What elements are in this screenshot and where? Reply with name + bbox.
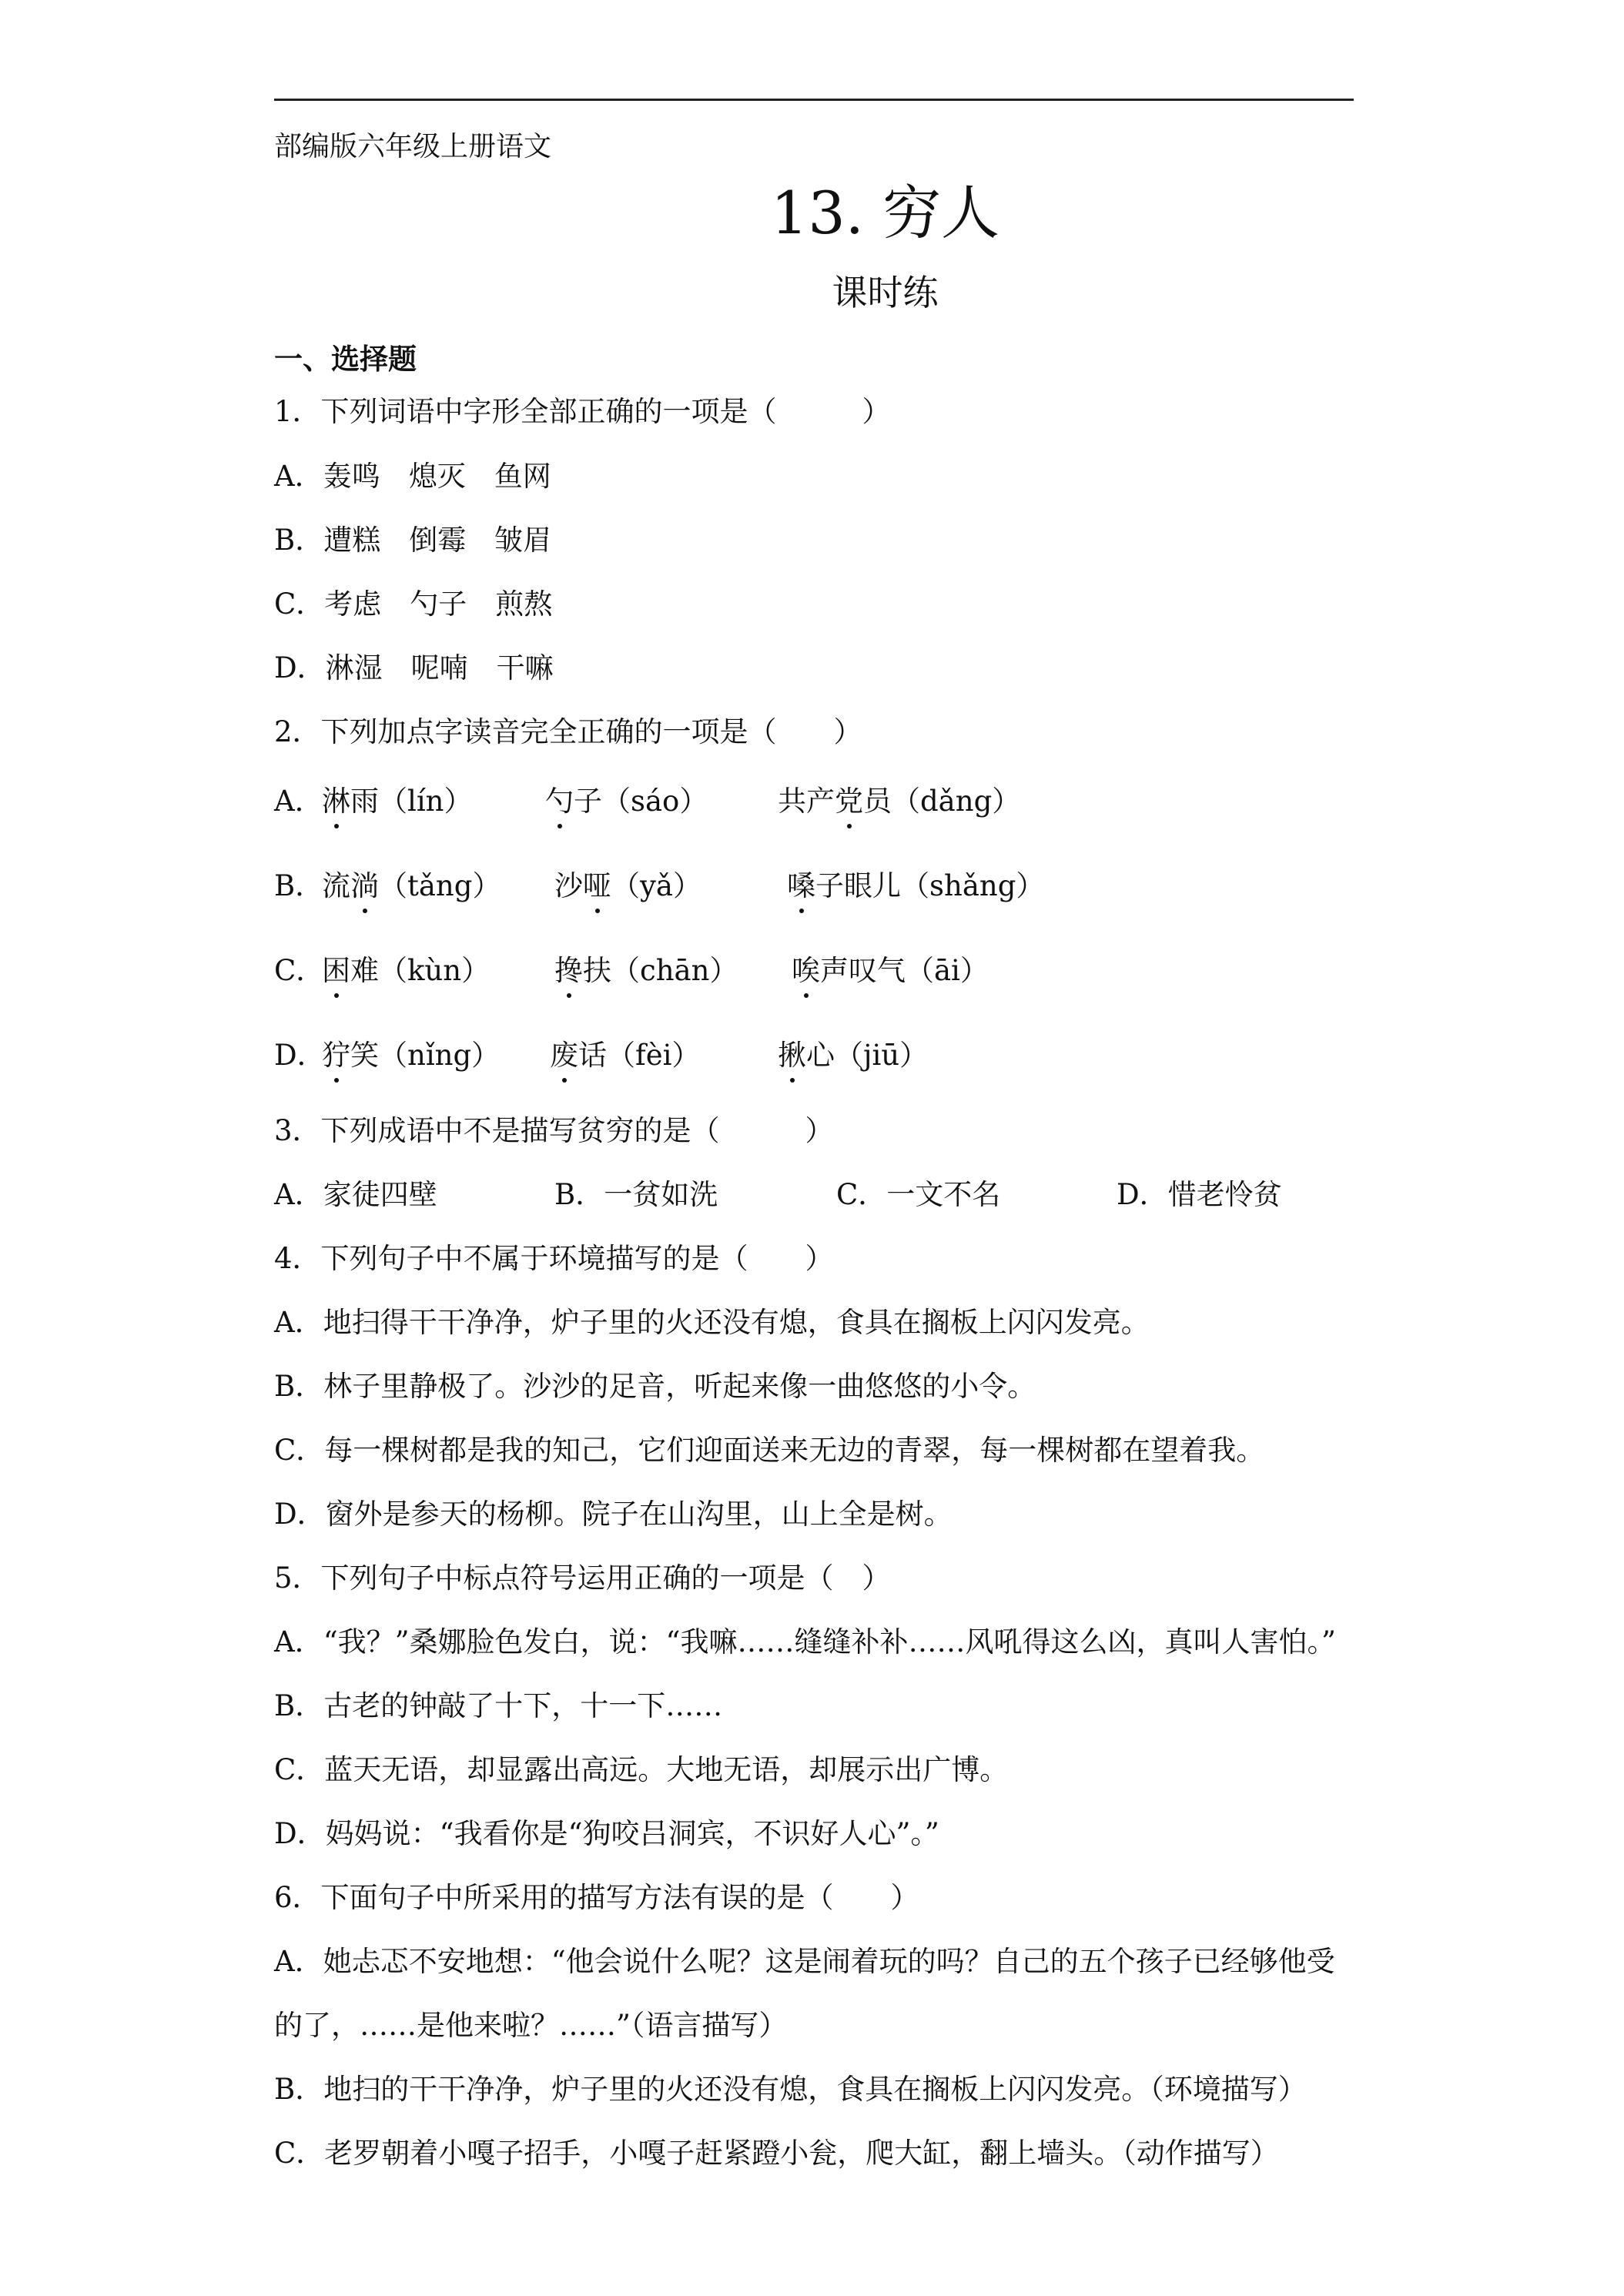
dotted-char: 党 — [835, 785, 863, 818]
dotted-char: 狞 — [322, 1039, 350, 1072]
question-1-stem: 1．下列词语中字形全部正确的一项是（ ） — [274, 395, 891, 428]
question-4-option-d: D．窗外是参天的杨柳。院子在山沟里，山上全是树。 — [274, 1498, 953, 1531]
question-1-option-d: D．淋湿 呢喃 干嘛 — [274, 651, 554, 684]
option-item: 淋雨（lín） — [322, 785, 473, 818]
question-4-option-b: B．林子里静极了。沙沙的足音，听起来像一曲悠悠的小令。 — [274, 1370, 1036, 1403]
dotted-char: 唉 — [792, 954, 820, 987]
question-5-stem: 5．下列句子中标点符号运用正确的一项是（ ） — [274, 1561, 891, 1595]
question-4-stem: 4．下列句子中不属于环境描写的是（ ） — [274, 1242, 834, 1275]
dotted-char: 搀 — [554, 954, 583, 987]
header-rule — [274, 99, 1354, 101]
question-4-option-c: C．每一棵树都是我的知己，它们迎面送来无边的青翠，每一棵树都在望着我。 — [274, 1434, 1265, 1467]
question-6-stem: 6．下面句子中所采用的描写方法有误的是（ ） — [274, 1881, 919, 1914]
option-label: B． — [274, 869, 324, 902]
question-6-option-a: A．她忐忑不安地想：“他会说什么呢？这是闹着玩的吗？自己的五个孩子已经够他受 — [274, 1945, 1335, 1978]
option-item: 揪心（jiū） — [778, 1039, 929, 1072]
question-1-option-a: A．轰鸣 熄灭 鱼网 — [274, 460, 551, 493]
option-label: C． — [274, 954, 325, 987]
option-label: D． — [274, 1039, 326, 1072]
question-5-option-c: C．蓝天无语，却显露出高远。大地无语，却展示出广博。 — [274, 1753, 1009, 1786]
option-item: 狞笑（nǐng） — [322, 1039, 501, 1072]
dotted-char: 淌 — [350, 869, 379, 902]
question-2-stem: 2．下列加点字读音完全正确的一项是（ ） — [274, 715, 862, 748]
option-item: 搀扶（chān） — [554, 954, 738, 987]
question-3-option-b: B．一贫如洗 — [554, 1178, 718, 1211]
page-title: 13. 穷人 — [770, 179, 1000, 247]
dotted-char: 哑 — [583, 869, 611, 902]
option-item: 流淌（tǎng） — [322, 869, 501, 902]
dotted-char: 嗓 — [787, 869, 815, 902]
section-heading: 一、选择题 — [274, 343, 417, 376]
question-1-option-b: B．遭糕 倒霉 皱眉 — [274, 524, 552, 557]
option-item: 困难（kùn） — [322, 954, 491, 987]
header-subject: 部编版六年级上册语文 — [274, 131, 552, 162]
question-3-stem: 3．下列成语中不是描写贫穷的是（ ） — [274, 1114, 834, 1147]
question-6-option-b: B．地扫的干干净净，炉子里的火还没有熄，食具在搁板上闪闪发亮。（环境描写） — [274, 2073, 1307, 2106]
question-5-option-d: D．妈妈说：“我看你是“狗咬吕洞宾，不识好人心”。” — [274, 1817, 939, 1850]
question-6-option-a-continued: 的了，……是他来啦？……”（语言描写） — [274, 2009, 788, 2042]
question-3-option-d: D．惜老怜贫 — [1117, 1178, 1282, 1211]
question-1-option-c: C．考虑 勺子 煎熬 — [274, 587, 553, 621]
option-item: 唉声叹气（āi） — [792, 954, 989, 987]
question-6-option-c: C．老罗朝着小嘎子招手，小嘎子赶紧蹬小瓮，爬大缸，翻上墙头。（动作描写） — [274, 2137, 1279, 2170]
option-label: A． — [274, 785, 323, 818]
dotted-char: 废 — [550, 1039, 578, 1072]
dotted-char: 淋 — [322, 785, 350, 818]
question-5-option-b: B．古老的钟敲了十下，十一下…… — [274, 1689, 723, 1722]
option-item: 废话（fèi） — [550, 1039, 701, 1072]
question-4-option-a: A．地扫得干干净净，炉子里的火还没有熄，食具在搁板上闪闪发亮。 — [274, 1306, 1150, 1339]
option-item: 共产党员（dǎng） — [778, 785, 1021, 818]
dotted-char: 揪 — [778, 1039, 806, 1072]
dotted-char: 困 — [322, 954, 350, 987]
option-item: 嗓子眼儿（shǎng） — [787, 869, 1045, 902]
question-5-option-a: A．“我？”桑娜脸色发白，说：“我嘛……缝缝补补……风吼得这么凶，真叫人害怕。” — [274, 1625, 1336, 1658]
option-item: 勺子（sáo） — [545, 785, 708, 818]
question-3-option-c: C．一文不名 — [836, 1178, 1001, 1211]
dotted-char: 勺 — [545, 785, 574, 818]
page-subtitle: 课时练 — [832, 272, 939, 313]
option-item: 沙哑（yǎ） — [554, 869, 702, 902]
question-3-option-a: A．家徒四壁 — [274, 1178, 437, 1211]
